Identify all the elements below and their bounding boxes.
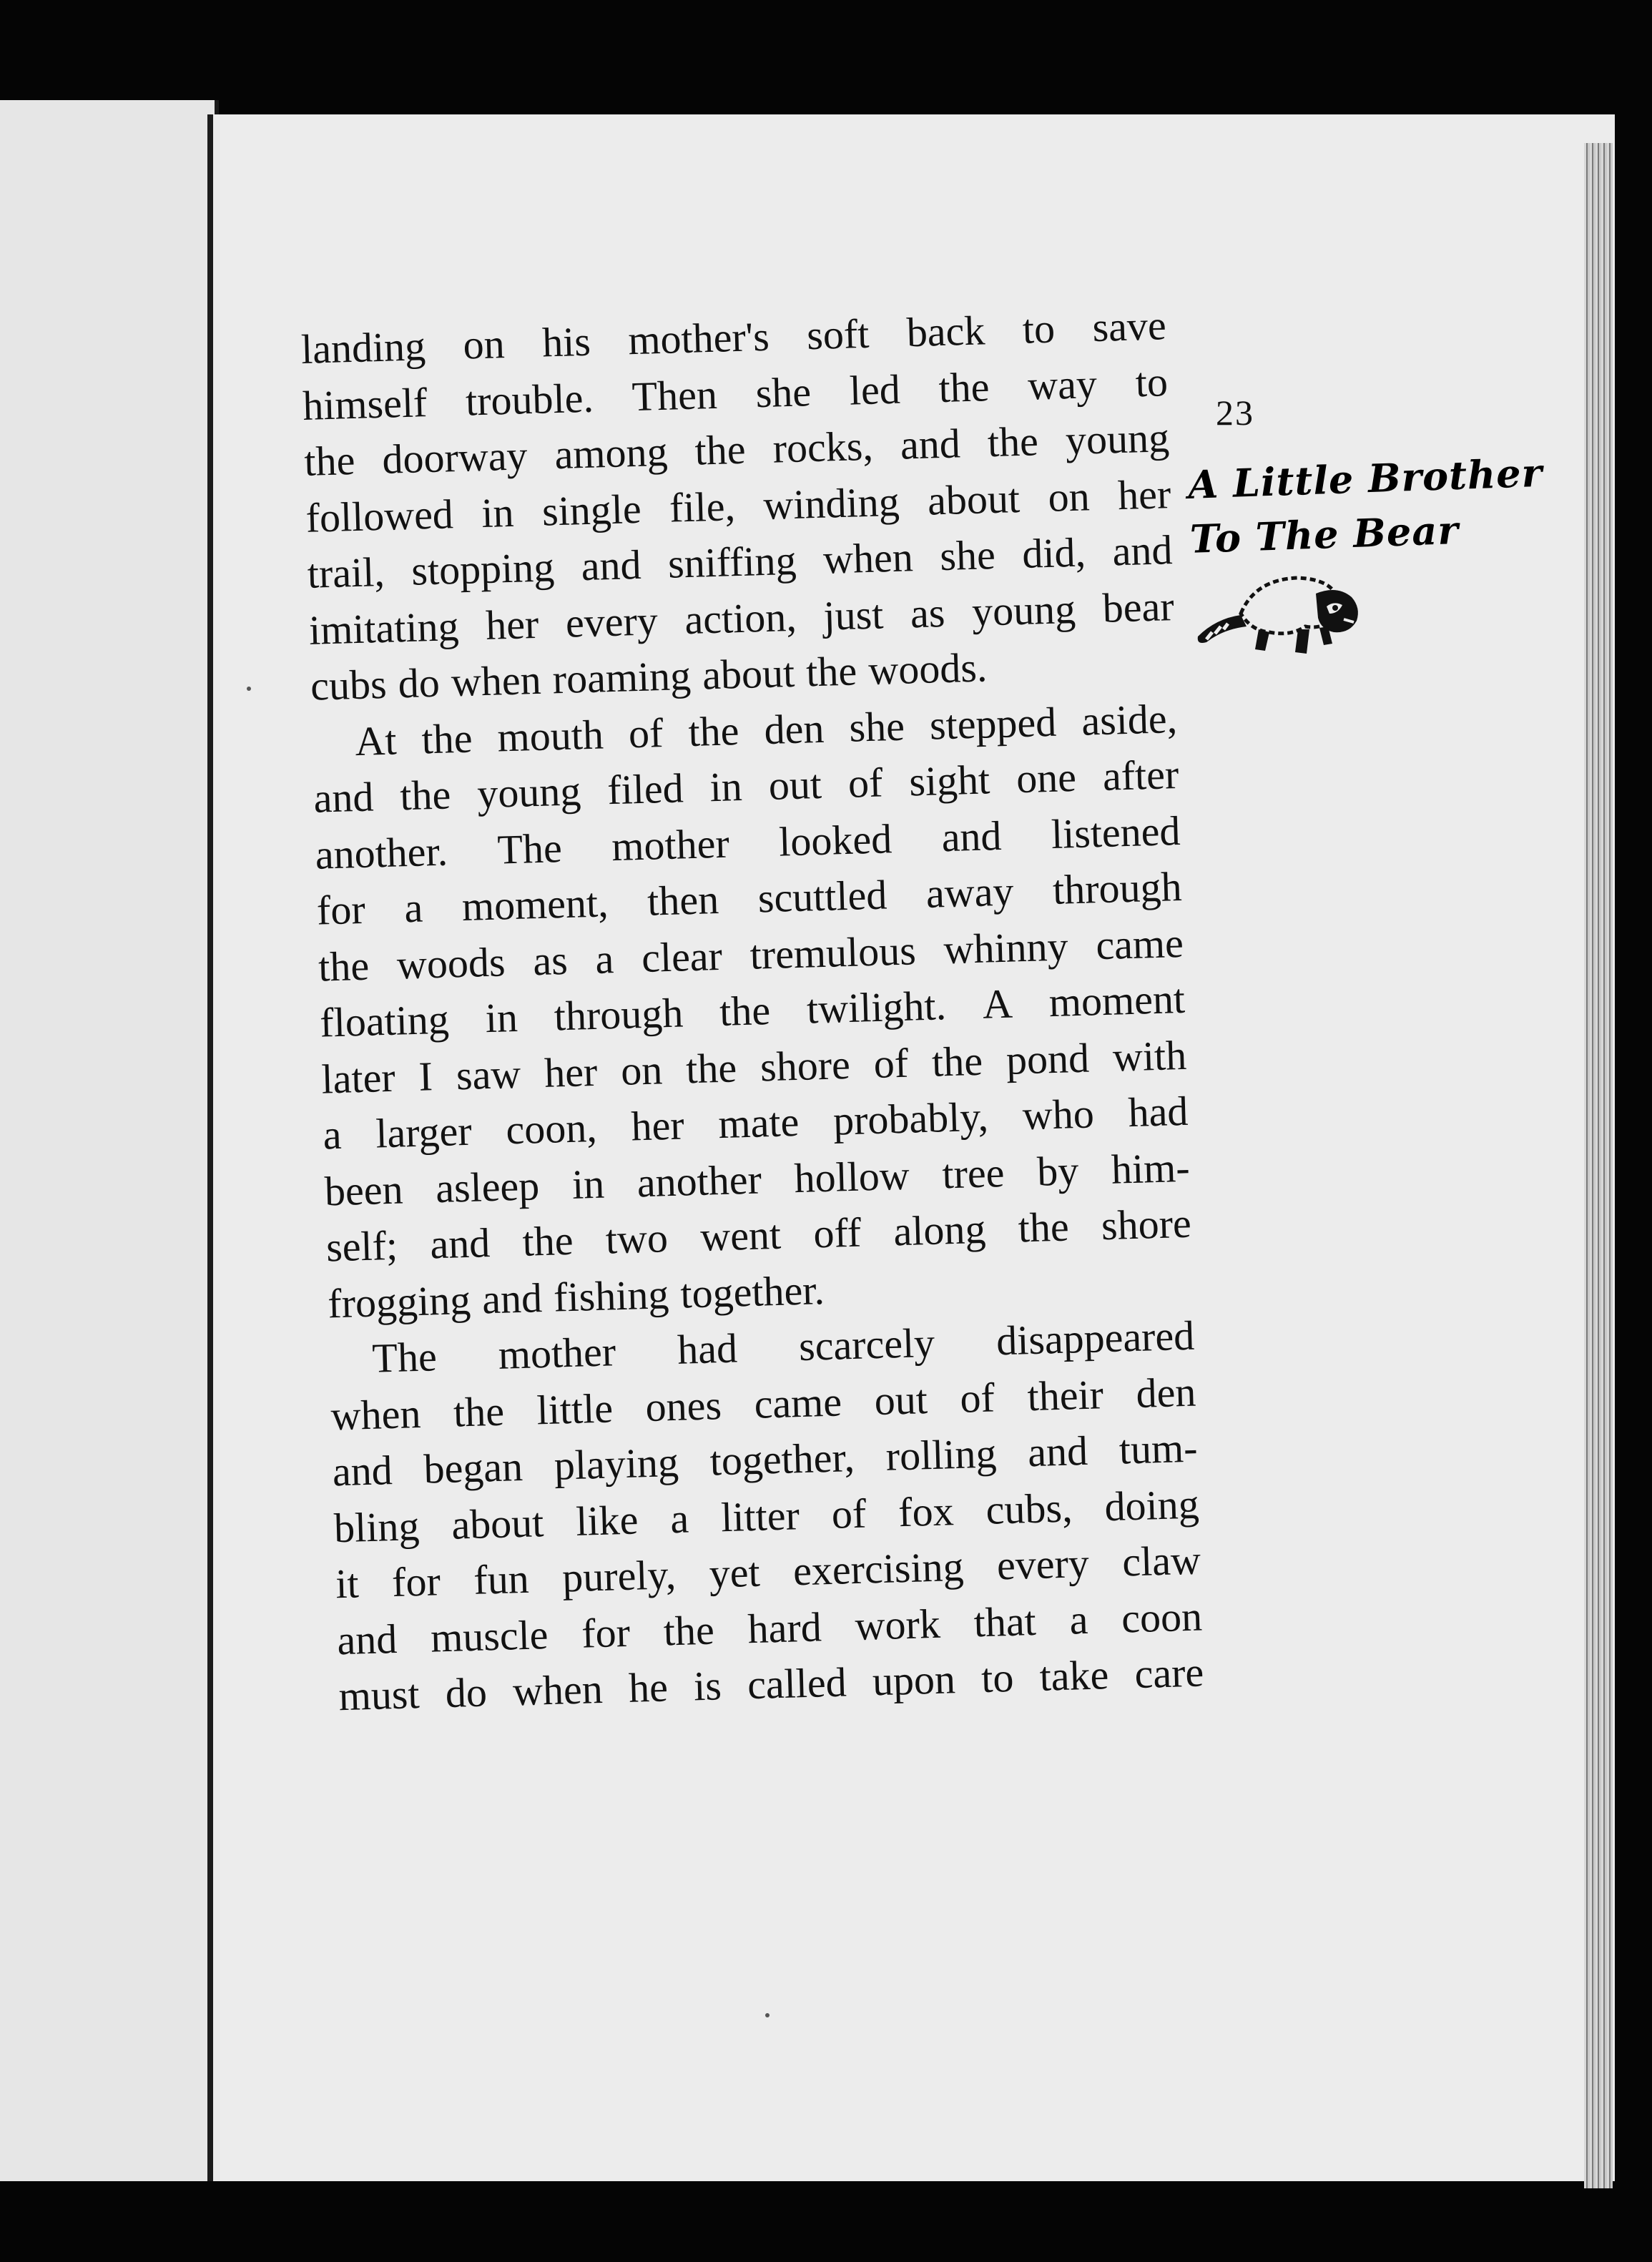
page-number: 23 <box>1216 393 1254 433</box>
page-edge <box>1584 143 1613 2188</box>
text-line: later I saw her on the shore of the pond with <box>320 1031 1187 1103</box>
text-line: imitating her every action, just as young bear <box>308 582 1175 654</box>
text-line: been asleep in another hollow tree by him- <box>324 1144 1191 1215</box>
text-line: frogging and fishing together. <box>327 1266 825 1327</box>
text-line: cubs do when roaming about the woods. <box>310 644 988 709</box>
running-title-line-2: To The Bear <box>1189 506 1460 562</box>
text-line: the doorway among the rocks, and the young <box>303 414 1170 485</box>
text-line: bling about like a litter of fox cubs, doing <box>333 1480 1200 1551</box>
raccoon-icon <box>1191 558 1370 665</box>
facing-page <box>0 100 219 2181</box>
text-line: must do when he is called upon to take care <box>338 1648 1204 1720</box>
text-line: a larger coon, her mate probably, who had <box>322 1087 1189 1159</box>
text-line: it for fun purely, yet exercising every claw <box>335 1536 1201 1608</box>
paragraph-start-line: At the mouth of the den she stepped aside, <box>354 694 1178 764</box>
text-line: followed in single file, winding about on her <box>305 470 1172 541</box>
dust-speck <box>765 2013 770 2017</box>
text-line: self; and the two went off along the shore <box>325 1199 1192 1271</box>
text-line: another. The mother looked and listened <box>314 807 1181 878</box>
text-line: floating in through the twilight. A moment <box>319 975 1186 1046</box>
body-text <box>300 297 1204 1725</box>
running-title <box>1187 446 1545 566</box>
dust-speck <box>247 687 251 691</box>
text-line: landing on his mother's soft back to save <box>300 302 1167 373</box>
text-line: himself trouble. Then she led the way to <box>302 358 1169 429</box>
text-line: and muscle for the hard work that a coon <box>336 1593 1203 1663</box>
text-line: for a moment, then scuttled away through <box>316 862 1183 934</box>
text-line: and began playing together, rolling and tum- <box>332 1424 1199 1495</box>
paragraph-start-line: The mother had scarcely disappeared <box>371 1312 1195 1382</box>
text-line: trail, stopping and sniffing when she did, and <box>306 526 1174 597</box>
text-line: and the young filed in out of sight one after <box>313 750 1180 822</box>
text-line: the woods as a clear tremulous whinny came <box>318 919 1184 990</box>
running-title-line-1: A Little Brother <box>1187 449 1544 508</box>
text-line: when the little ones came out of their den <box>330 1368 1197 1439</box>
